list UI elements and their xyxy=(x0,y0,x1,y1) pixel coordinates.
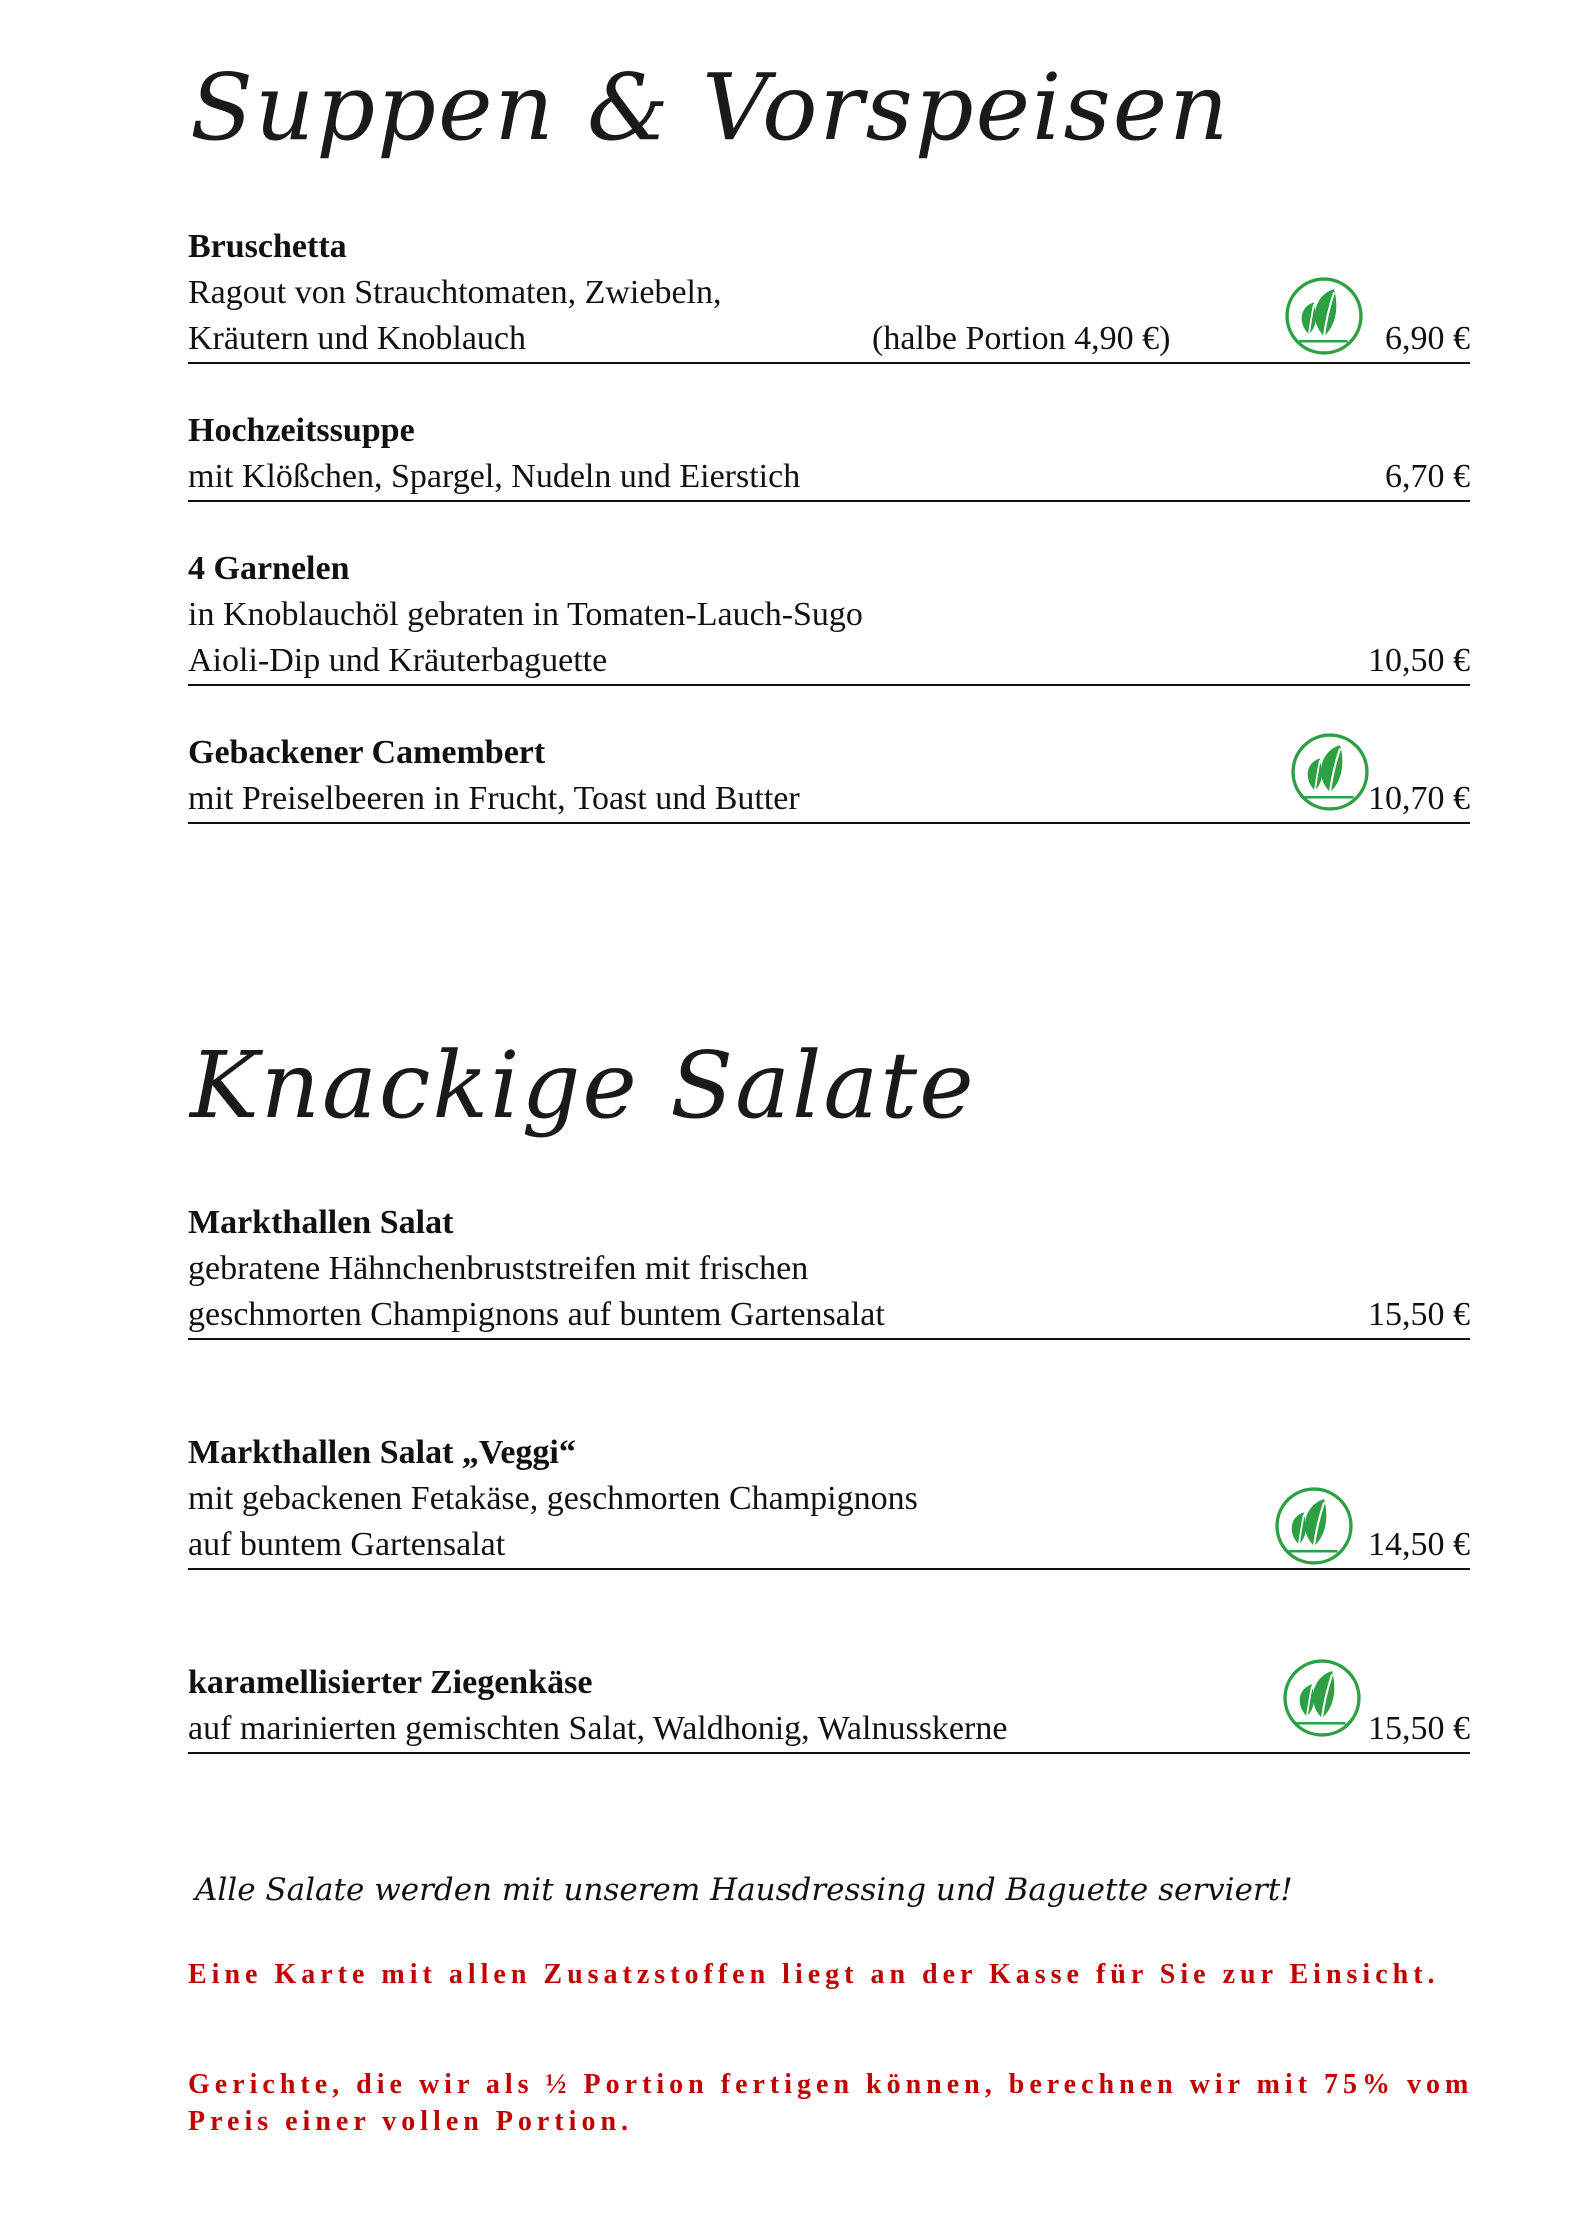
menu-item-ziegenkaese xyxy=(188,1660,1470,1754)
item-name: Markthallen Salat „Veggi“ xyxy=(188,1434,576,1471)
section-title-salads: Knackige Salate xyxy=(190,1032,976,1139)
item-description-last: geschmorten Champignons auf buntem Gartensalat xyxy=(188,1296,885,1333)
item-last-line xyxy=(188,454,1470,502)
menu-item-markthallen-salat xyxy=(188,1200,1470,1340)
item-name: Hochzeitssuppe xyxy=(188,412,415,449)
item-last-line xyxy=(188,1292,1470,1340)
item-description-last: mit Klößchen, Spargel, Nudeln und Eierstich xyxy=(188,458,801,495)
item-last-line xyxy=(188,776,1470,824)
item-last-line xyxy=(188,316,1470,364)
vegetarian-leaf-icon xyxy=(1272,1484,1356,1568)
item-name: 4 Garnelen xyxy=(188,550,350,587)
item-price: 10,50 € xyxy=(1368,642,1470,679)
item-description: Ragout von Strauchtomaten, Zwiebeln, xyxy=(188,274,722,311)
half-portion-price: (halbe Portion 4,90 €) xyxy=(872,320,1171,357)
menu-item-garnelen xyxy=(188,546,1470,686)
additives-note: Eine Karte mit allen Zusatzstoffen liegt an der Kasse für Sie zur Einsicht. xyxy=(188,1959,1440,1990)
item-price: 6,70 € xyxy=(1385,458,1470,495)
menu-item-camembert xyxy=(188,730,1470,824)
item-last-line xyxy=(188,1706,1470,1754)
vegetarian-leaf-icon xyxy=(1282,274,1366,358)
item-price: 15,50 € xyxy=(1368,1710,1470,1747)
item-price: 10,70 € xyxy=(1368,780,1470,817)
half-portion-note: Gerichte, die wir als ½ Portion fertigen können, berechnen wir mit 75% vom Preis einer vollen Portion. xyxy=(188,2069,1474,2137)
item-name: karamellisierter Ziegenkäse xyxy=(188,1664,593,1701)
vegetarian-leaf-icon xyxy=(1280,1656,1364,1740)
item-name: Markthallen Salat xyxy=(188,1204,454,1241)
item-price: 15,50 € xyxy=(1368,1296,1470,1333)
salad-note: Alle Salate werden mit unserem Hausdressing und Baguette serviert! xyxy=(195,1872,1293,1908)
menu-item-bruschetta xyxy=(188,224,1470,364)
item-price: 14,50 € xyxy=(1368,1526,1470,1563)
item-name: Gebackener Camembert xyxy=(188,734,546,771)
item-description: gebratene Hähnchenbruststreifen mit frischen xyxy=(188,1250,809,1287)
item-description-last: Aioli-Dip und Kräuterbaguette xyxy=(188,642,608,679)
item-description: mit gebackenen Fetakäse, geschmorten Champignons xyxy=(188,1480,918,1517)
vegetarian-leaf-icon xyxy=(1288,730,1372,814)
item-description-last: auf marinierten gemischten Salat, Waldhonig, Walnusskerne xyxy=(188,1710,1008,1747)
item-last-line xyxy=(188,638,1470,686)
item-name: Bruschetta xyxy=(188,228,347,265)
section-title-starters: Suppen & Vorspeisen xyxy=(190,54,1231,161)
menu-item-hochzeitssuppe xyxy=(188,408,1470,502)
item-price: 6,90 € xyxy=(1385,320,1470,357)
item-description-last: Kräutern und Knoblauch xyxy=(188,320,527,357)
item-description-last: mit Preiselbeeren in Frucht, Toast und Butter xyxy=(188,780,800,817)
item-description-last: auf buntem Gartensalat xyxy=(188,1526,506,1563)
item-description: in Knoblauchöl gebraten in Tomaten-Lauch-Sugo xyxy=(188,596,863,633)
